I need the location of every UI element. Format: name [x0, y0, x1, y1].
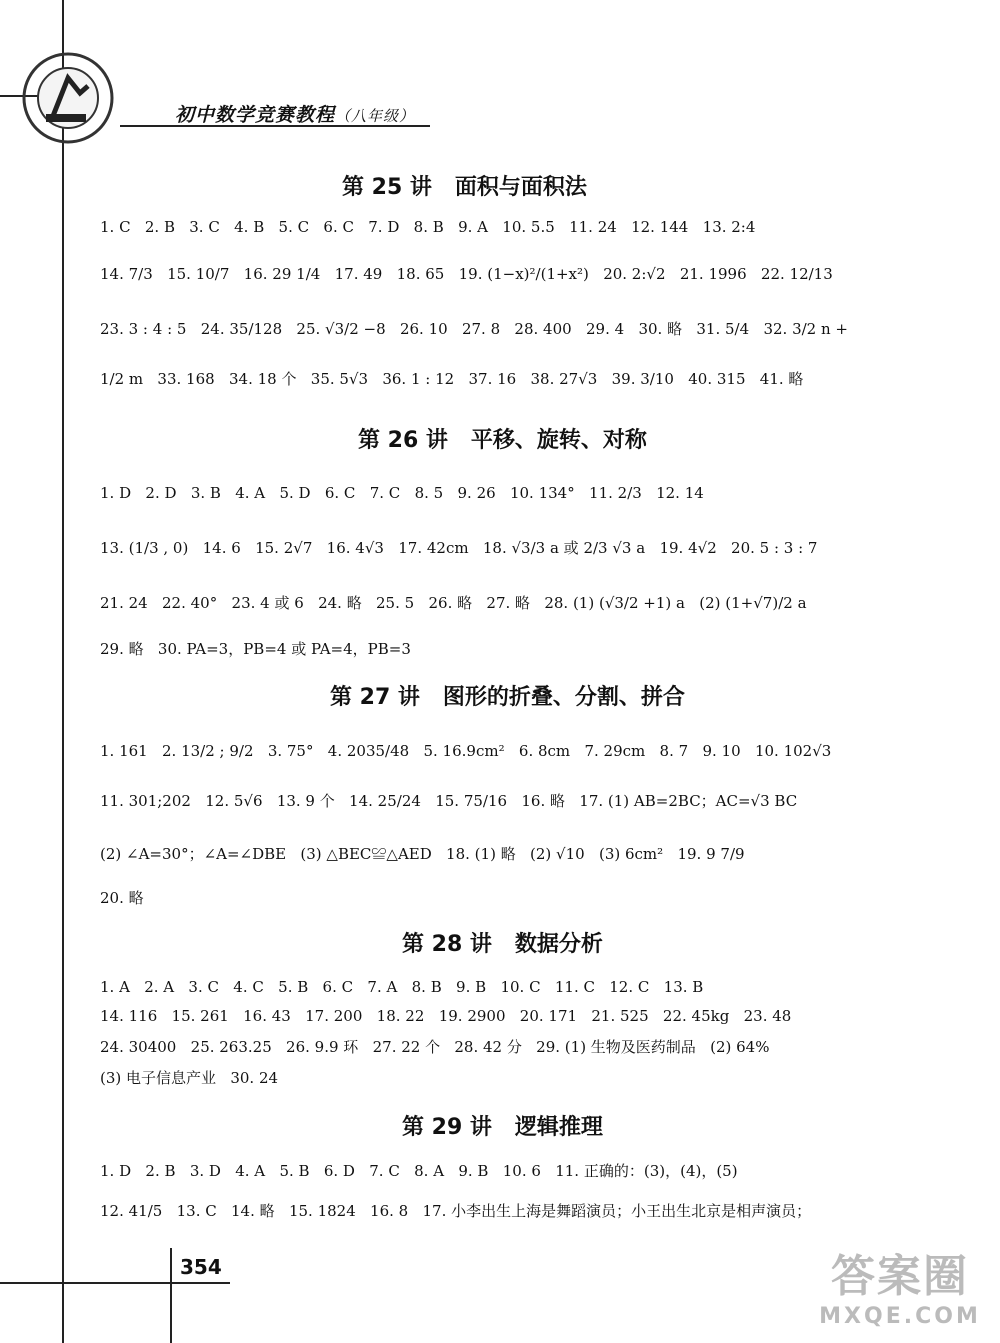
page-number: 354: [180, 1255, 222, 1279]
s27-line-4: 20. 略: [100, 889, 144, 907]
s26-line-3: 21. 24 22. 40° 23. 4 或 6 24. 略 25. 5 26. 略 27. 略 28. (1) (√3/2 +1) a (2) (1+√7)/2 a: [100, 594, 807, 612]
s28-line-3: 24. 30400 25. 263.25 26. 9.9 环 27. 22 个 28. 42 分 29. (1) 生物及医药制品 (2) 64%: [100, 1038, 770, 1056]
watermark-logo: [810, 1240, 990, 1335]
s29-line-2: 12. 41/5 13. C 14. 略 15. 1824 16. 8 17. 小李出生上海是舞蹈演员；小王出生北京是相声演员；: [100, 1202, 812, 1220]
section-25-title: 第 25 讲 面积与面积法: [342, 175, 587, 200]
section-27-title: 第 27 讲 图形的折叠、分割、拼合: [330, 685, 685, 710]
s25-line-4: 1/2 m 33. 168 34. 18 个 35. 5√3 36. 1 : 12 37. 16 38. 27√3 39. 3/10 40. 315 41. 略: [100, 370, 804, 388]
s25-line-1: 1. C 2. B 3. C 4. B 5. C 6. C 7. D 8. B 9. A 10. 5.5 11. 24 12. 144 13. 2:4: [100, 218, 756, 236]
watermark-main: 答案圈: [831, 1251, 969, 1302]
section-26-title: 第 26 讲 平移、旋转、对称: [358, 428, 647, 453]
book-header: 初中数学竞赛教程（八年级）: [175, 104, 416, 126]
s25-line-3: 23. 3 : 4 : 5 24. 35/128 25. √3/2 −8 26. 10 27. 8 28. 400 29. 4 30. 略 31. 5/4 32. 3/2 n +: [100, 320, 848, 338]
grade-label: 八年级: [351, 107, 400, 125]
s25-line-2: 14. 7/3 15. 10/7 16. 29 1/4 17. 49 18. 65 19. (1−x)²/(1+x²) 20. 2:√2 21. 1996 22. 12/13: [100, 265, 833, 283]
footer-rule: [0, 1282, 230, 1284]
s26-line-1: 1. D 2. D 3. B 4. A 5. D 6. C 7. C 8. 5 9. 26 10. 134° 11. 2/3 12. 14: [100, 484, 704, 502]
section-29-title: 第 29 讲 逻辑推理: [402, 1115, 603, 1140]
book-logo-icon: [8, 38, 128, 158]
s28-line-1: 1. A 2. A 3. C 4. C 5. B 6. C 7. A 8. B 9. B 10. C 11. C 12. C 13. B: [100, 978, 704, 996]
s27-line-2: 11. 301;202 12. 5√6 13. 9 个 14. 25/24 15. 75/16 16. 略 17. (1) AB=2BC；AC=√3 BC: [100, 792, 798, 810]
s29-line-1: 1. D 2. B 3. D 4. A 5. B 6. D 7. C 8. A 9. B 10. 6 11. 正确的：(3)，(4)，(5): [100, 1162, 738, 1180]
watermark-domain: MXQE.COM: [819, 1304, 981, 1329]
section-28-title: 第 28 讲 数据分析: [402, 932, 603, 957]
footer-line: [170, 1248, 172, 1343]
left-margin-line: [62, 0, 64, 1343]
s26-line-4: 29. 略 30. PA=3，PB=4 或 PA=4，PB=3: [100, 640, 411, 658]
s27-line-3: (2) ∠A=30°；∠A=∠DBE (3) △BEC≌△AED 18. (1) 略 (2) √10 (3) 6cm² 19. 9 7/9: [100, 845, 745, 863]
s28-line-4: (3) 电子信息产业 30. 24: [100, 1069, 279, 1087]
s28-line-2: 14. 116 15. 261 16. 43 17. 200 18. 22 19. 2900 20. 171 21. 525 22. 45kg 23. 48: [100, 1007, 792, 1025]
s26-line-2: 13. (1/3 , 0) 14. 6 15. 2√7 16. 4√3 17. 42cm 18. √3/3 a 或 2/3 √3 a 19. 4√2 20. 5 : 3 : 7: [100, 539, 818, 557]
s27-line-1: 1. 161 2. 13/2 ; 9/2 3. 75° 4. 2035/48 5. 16.9cm² 6. 8cm 7. 29cm 8. 7 9. 10 10. 102√3: [100, 742, 832, 760]
book-title: 初中数学竞赛教程: [175, 104, 336, 126]
